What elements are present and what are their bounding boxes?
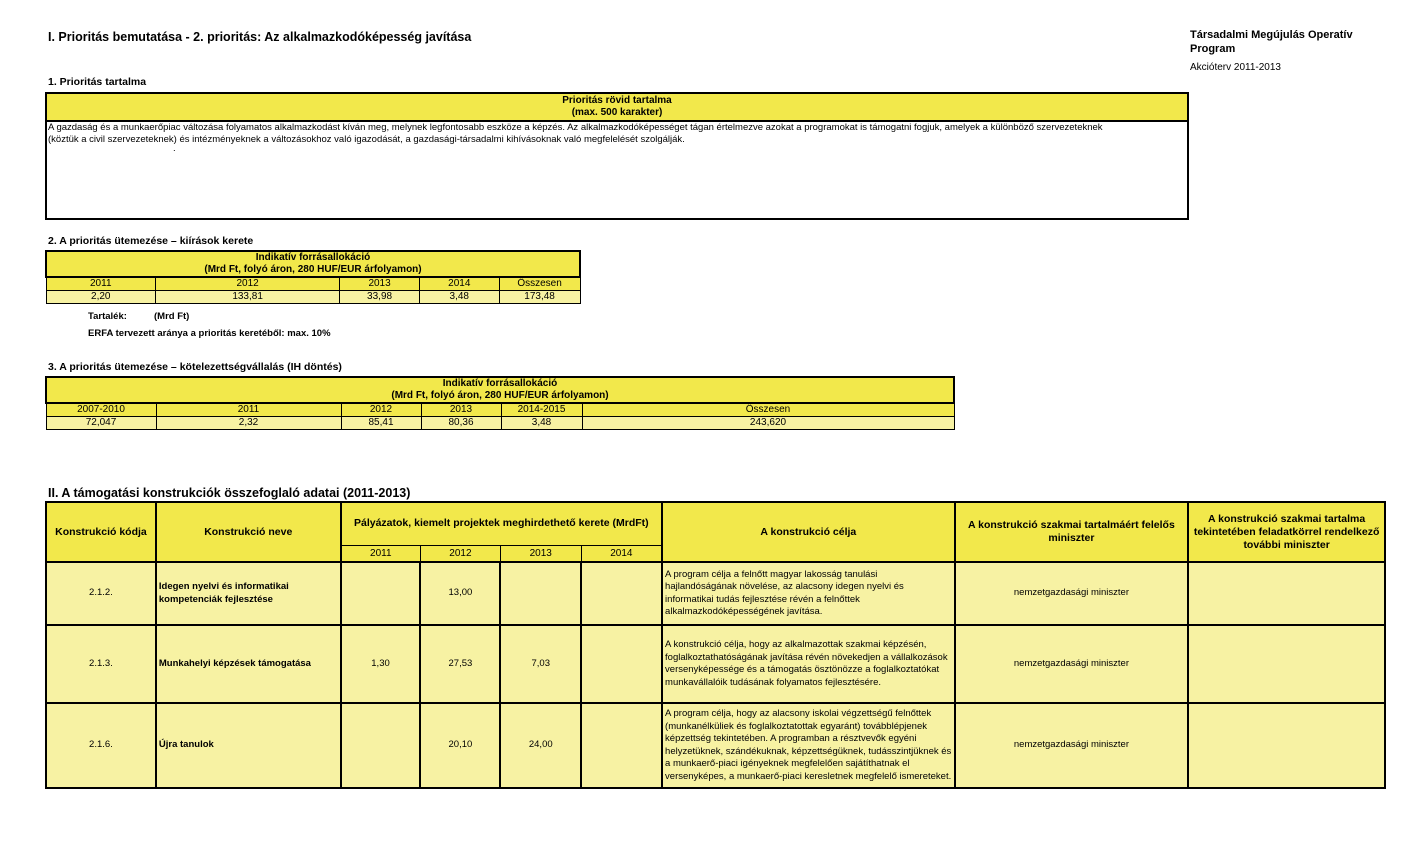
- responsible-minister: nemzetgazdasági miniszter: [955, 625, 1189, 703]
- priority-text-dot: .: [173, 143, 176, 154]
- section3-heading: 3. A prioritás ütemezése – kötelezettségvállalás (IH döntés): [48, 361, 342, 373]
- calls-frame-title: Indikatív forrásallokáció: [255, 252, 371, 263]
- program-name-line2: Program: [1190, 43, 1236, 55]
- col-goal-header: A konstrukció célja: [662, 502, 955, 562]
- priority-content-title: Prioritás rövid tartalma: [562, 95, 672, 106]
- calls-frame-subtitle: (Mrd Ft, folyó áron, 280 HUF/EUR árfolyamon): [204, 264, 422, 275]
- value-2012: 13,00: [420, 562, 500, 625]
- priority-content-table: [45, 92, 1189, 220]
- table-cell: 72,047: [46, 417, 156, 430]
- construction-goal: A program célja, hogy az alacsony iskolai végzettségű felnőttek (munkanélküliek és foglalkoztatottak egyaránt) továbblépjenek képzettség tekintetében. A programban a résztvevők egyéni helyzetüknek, szándékuknak, képzettségüknek, tudásszintjüknek és a munkaerő-piaci igényeknek megfelelően sajátíthatnak el versenyképes, a munkaerő-piaci keresletnek megfelelő ismereteket.: [662, 703, 955, 788]
- value-2011: [341, 562, 421, 625]
- construction-code: 2.1.6.: [46, 703, 156, 788]
- commitment-header: [46, 377, 954, 403]
- action-plan-label: Akcióterv 2011-2013: [1190, 62, 1281, 73]
- construction-goal: A program célja a felnőtt magyar lakosság tanulási hajlandóságának növelése, az alacsony idegen nyelvi és informatikai tudás fejlesztése révén a felnőttek alkalmazkodóképességének javítása.: [662, 562, 955, 625]
- construction-name: Idegen nyelvi és informatikai kompetenciák fejlesztése: [156, 562, 341, 625]
- other-minister: [1188, 562, 1385, 625]
- value-2011: [341, 703, 421, 788]
- responsible-minister: nemzetgazdasági miniszter: [955, 703, 1189, 788]
- section2-heading: 2. A prioritás ütemezése – kiírások kerete: [48, 235, 254, 247]
- col-minister-header: A konstrukció szakmai tartalmáért felelős miniszter: [955, 502, 1189, 562]
- table-cell: 173,48: [499, 291, 580, 304]
- calls-frame-columns: [46, 277, 580, 291]
- construction-goal: A konstrukció célja, hogy az alkalmazottak szakmai képzésén, foglalkoztathatóságának javítása révén növekedjen a vállalkozások versenyképessége és a támogatás ösztönözze a foglalkoztatókat munkavállalóik tudásának folyamatos fejlesztésére.: [662, 625, 955, 703]
- priority-text-line1: A gazdaság és a munkaerőpiac változása folyamatos alkalmazkodást kíván meg, melynek legfontosabb eszköze a képzés. Az alkalmazkodóképességet tágan értelmezve azokat a programokat is támogatni fogjuk, amelyek a különböző szervezeteknek: [48, 122, 1103, 133]
- table-cell: 133,81: [156, 291, 340, 304]
- column-header: 2011: [156, 403, 341, 417]
- priority-content-header: [46, 93, 1188, 121]
- column-header: Összesen: [582, 403, 954, 417]
- construction-code: 2.1.2.: [46, 562, 156, 625]
- value-2013: 7,03: [500, 625, 581, 703]
- column-header: 2013: [340, 277, 420, 291]
- value-2014: [581, 625, 662, 703]
- reserve-unit: (Mrd Ft): [154, 311, 190, 322]
- construction-name: Újra tanulok: [156, 703, 341, 788]
- priority-text-line2: (köztük a civil szervezeteknek) és intézményeknek a változásokhoz való igazodását, a gazdasági-társadalmi kihívásoknak való megfelelését szolgálják.: [48, 133, 685, 145]
- column-header: 2014: [419, 277, 499, 291]
- reserve-label: Tartalék:: [88, 311, 127, 322]
- table-row: [46, 625, 1385, 703]
- column-header: 2014-2015: [501, 403, 582, 417]
- table-cell: 243,620: [582, 417, 954, 430]
- column-header: Összesen: [499, 277, 580, 291]
- value-2012: 20,10: [420, 703, 500, 788]
- col-frame-header: Pályázatok, kiemelt projektek meghirdethető kerete (MrdFt): [341, 502, 662, 545]
- table-cell: 33,98: [340, 291, 420, 304]
- priority-content-subtitle: (max. 500 karakter): [571, 107, 663, 118]
- value-2014: [581, 562, 662, 625]
- section-ii-heading: II. A támogatási konstrukciók összefoglaló adatai (2011-2013): [48, 486, 411, 500]
- section1-heading: 1. Prioritás tartalma: [48, 76, 147, 88]
- priority-content-text: [46, 121, 1188, 219]
- erfa-note: ERFA tervezett aránya a prioritás keretéből: max. 10%: [88, 328, 331, 339]
- other-minister: [1188, 703, 1385, 788]
- construction-code: 2.1.3.: [46, 625, 156, 703]
- program-name: [1190, 28, 1410, 56]
- column-header: 2011: [46, 277, 156, 291]
- commitment-title: Indikatív forrásallokáció: [442, 378, 558, 389]
- year-header: 2011: [341, 545, 421, 562]
- construction-name: Munkahelyi képzések támogatása: [156, 625, 341, 703]
- column-header: 2012: [341, 403, 421, 417]
- table-cell: 80,36: [421, 417, 501, 430]
- year-header: 2014: [581, 545, 662, 562]
- column-header: 2012: [156, 277, 340, 291]
- page-title: I. Prioritás bemutatása - 2. prioritás: Az alkalmazkodóképesség javítása: [48, 30, 472, 44]
- responsible-minister: nemzetgazdasági miniszter: [955, 562, 1189, 625]
- year-header: 2012: [420, 545, 500, 562]
- column-header: 2007-2010: [46, 403, 156, 417]
- value-2014: [581, 703, 662, 788]
- col-code-header: Konstrukció kódja: [46, 502, 156, 562]
- calls-frame-header: [46, 251, 580, 277]
- table-row: [46, 703, 1385, 788]
- column-header: 2013: [421, 403, 501, 417]
- table-cell: 2,20: [46, 291, 156, 304]
- constructions-table: [45, 501, 1386, 789]
- table-row: [46, 562, 1385, 625]
- calls-frame-values: [46, 291, 580, 304]
- commitment-values: [46, 417, 954, 430]
- commitment-table: [45, 376, 955, 430]
- value-2012: 27,53: [420, 625, 500, 703]
- col-name-header: Konstrukció neve: [156, 502, 341, 562]
- calls-frame-table: [45, 250, 581, 304]
- value-2013: [500, 562, 581, 625]
- other-minister: [1188, 625, 1385, 703]
- year-header: 2013: [500, 545, 581, 562]
- value-2013: 24,00: [500, 703, 581, 788]
- table-cell: 3,48: [419, 291, 499, 304]
- program-name-line1: Társadalmi Megújulás Operatív: [1190, 29, 1353, 41]
- value-2011: 1,30: [341, 625, 421, 703]
- table-cell: 2,32: [156, 417, 341, 430]
- commitment-subtitle: (Mrd Ft, folyó áron, 280 HUF/EUR árfolyamon): [391, 390, 609, 401]
- table-cell: 85,41: [341, 417, 421, 430]
- commitment-columns: [46, 403, 954, 417]
- col-other-minister-header: A konstrukció szakmai tartalma tekintetében feladatkörrel rendelkező további miniszter: [1188, 502, 1385, 562]
- table-cell: 3,48: [501, 417, 582, 430]
